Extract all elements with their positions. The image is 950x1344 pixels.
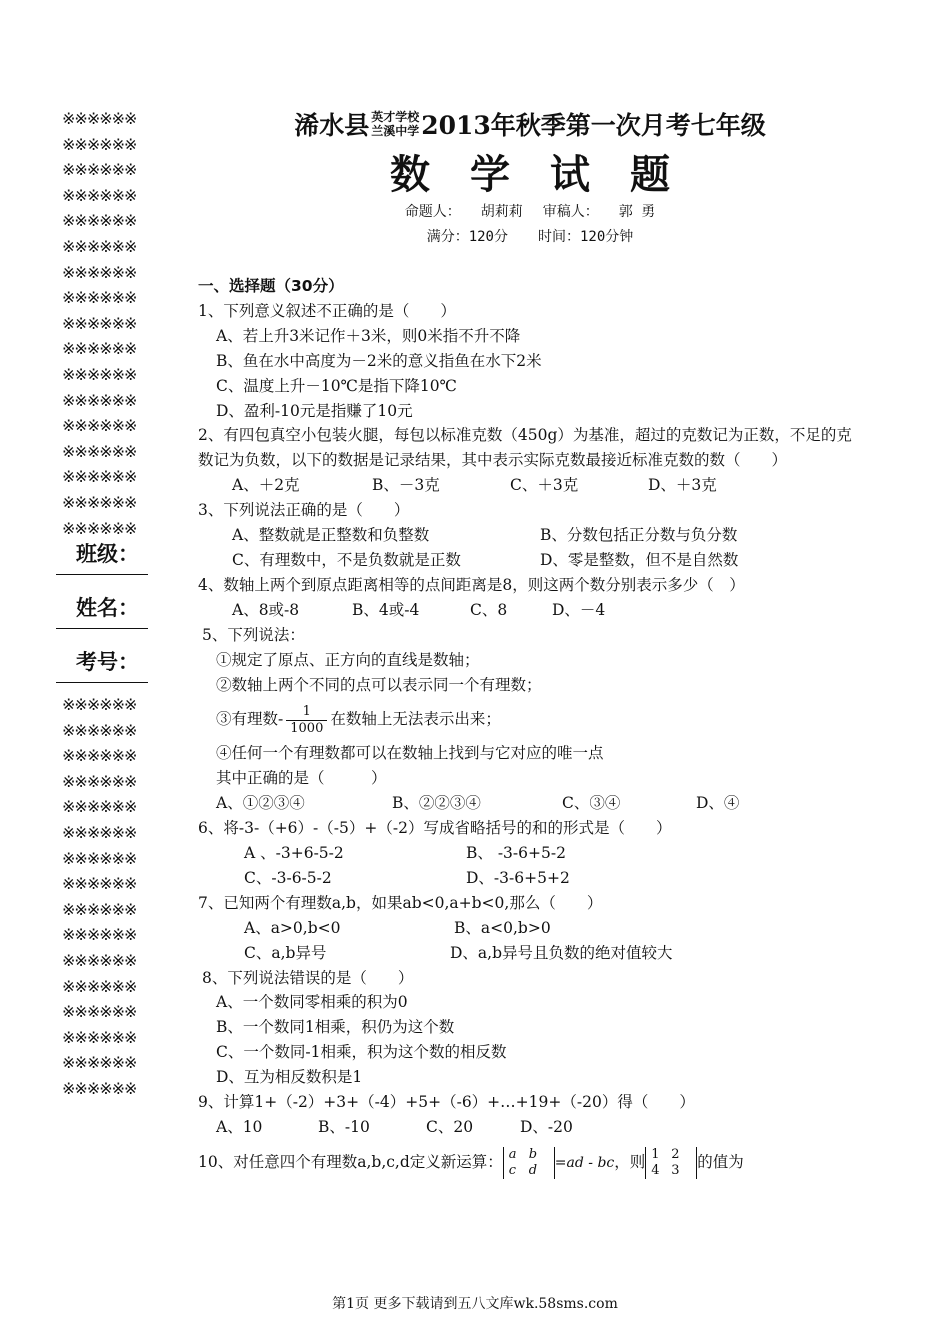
seal-mark-row: ※※※※※※ bbox=[62, 1078, 137, 1098]
school-names bbox=[371, 110, 419, 138]
det-d: d bbox=[528, 1162, 538, 1178]
seal-mark-row: ※※※※※※ bbox=[62, 1053, 137, 1073]
seal-mark-row: ※※※※※※ bbox=[62, 390, 137, 410]
q8-option-c: C、一个数同-1相乘，积为这个数的相反数 bbox=[216, 1043, 507, 1062]
q10-stem bbox=[198, 1140, 866, 1185]
q5-option-c: C、③④ bbox=[562, 794, 621, 813]
county-name: 浠水县 bbox=[294, 111, 370, 140]
q1-option-d: D、盈利-10元是指赚了10元 bbox=[216, 401, 413, 420]
q10-mid: ，则 bbox=[614, 1152, 646, 1171]
q6-options-cd bbox=[198, 866, 866, 891]
questions bbox=[198, 274, 866, 1185]
q5-option-a: A、①②③④ bbox=[216, 794, 305, 813]
seal-marks-top bbox=[62, 106, 136, 541]
q5-statement-3 bbox=[198, 697, 866, 741]
school-bottom: 兰溪中学 bbox=[371, 123, 420, 138]
id-label: 考号： bbox=[76, 650, 139, 674]
det-n2: 2 bbox=[671, 1146, 680, 1162]
q9-option-a: A、10 bbox=[216, 1118, 263, 1136]
q10-definition: =ad - bc bbox=[554, 1154, 615, 1171]
q9-option-c: C、20 bbox=[426, 1118, 474, 1136]
seal-mark-row: ※※※※※※ bbox=[62, 797, 137, 817]
q7-options-cd bbox=[198, 941, 866, 966]
author-label: 命题人： bbox=[404, 204, 461, 220]
author-line bbox=[200, 200, 860, 225]
seal-mark-row: ※※※※※※ bbox=[62, 848, 137, 868]
q4-option-d: D、－4 bbox=[552, 600, 606, 619]
det-b: b bbox=[528, 1146, 538, 1162]
q1-option-c: C、温度上升－10℃是指下降10℃ bbox=[216, 376, 457, 395]
q2-option-a: A、＋2克 bbox=[232, 476, 300, 495]
q6-option-a: A 、-3+6-5-2 bbox=[244, 844, 344, 863]
seal-mark-row: ※※※※※※ bbox=[62, 925, 137, 945]
class-field[interactable] bbox=[62, 538, 172, 575]
q6-option-b: B、 -3-6+5-2 bbox=[466, 844, 566, 863]
seal-mark-row: ※※※※※※ bbox=[62, 416, 137, 436]
q3-option-a: A、整数就是正整数和负整数 bbox=[232, 526, 430, 545]
q5-s3-suffix: 在数轴上无法表示出来； bbox=[330, 710, 501, 729]
q7-option-b: B、a<0,b>0 bbox=[454, 918, 551, 937]
exam-header bbox=[200, 104, 860, 250]
q8-option-d: D、互为相反数积是1 bbox=[216, 1068, 363, 1087]
q4-option-c: C、8 bbox=[470, 600, 508, 619]
q6-option-c: C、-3-6-5-2 bbox=[244, 868, 332, 887]
name-field[interactable] bbox=[62, 592, 172, 629]
q5-option-b: B、②②③④ bbox=[392, 794, 481, 813]
q5-s3-prefix: ③有理数- bbox=[216, 710, 284, 729]
q2-options bbox=[198, 473, 866, 498]
q2-option-b: B、－3克 bbox=[372, 476, 440, 495]
q9-options bbox=[198, 1115, 866, 1140]
seal-mark-row: ※※※※※※ bbox=[62, 1027, 137, 1047]
q6-option-d: D、-3-6+5+2 bbox=[466, 868, 570, 887]
seal-mark-row: ※※※※※※ bbox=[62, 109, 137, 128]
seal-mark-row: ※※※※※※ bbox=[62, 441, 137, 461]
q7-option-c: C、a,b异号 bbox=[244, 943, 327, 962]
q8-stem: 8、下列说法错误的是（ ） bbox=[202, 968, 414, 987]
q4-option-a: A、8或-8 bbox=[232, 600, 300, 619]
q5-statement-1: ①规定了原点、正方向的直线是数轴； bbox=[216, 650, 480, 669]
seal-mark-row: ※※※※※※ bbox=[62, 236, 137, 256]
seal-mark-row: ※※※※※※ bbox=[62, 134, 137, 154]
det-n4: 3 bbox=[671, 1162, 680, 1178]
seal-mark-row: ※※※※※※ bbox=[62, 950, 137, 970]
seal-mark-row: ※※※※※※ bbox=[62, 874, 137, 894]
fraction-numerator: 1 bbox=[286, 704, 327, 721]
reviewer-label: 审稿人： bbox=[542, 204, 599, 220]
seal-mark-row: ※※※※※※ bbox=[62, 467, 137, 487]
seal-mark-row: ※※※※※※ bbox=[62, 364, 137, 384]
q5-statement-2: ②数轴上两个不同的点可以表示同一个有理数； bbox=[216, 675, 542, 694]
class-label: 班级： bbox=[76, 542, 139, 566]
q1-option-a: A、若上升3米记作＋3米，则0米指不升不降 bbox=[216, 326, 521, 345]
q9-option-b: B、-10 bbox=[318, 1118, 370, 1136]
q7-options-ab bbox=[198, 916, 866, 941]
id-field[interactable] bbox=[62, 646, 172, 683]
seal-mark-row: ※※※※※※ bbox=[62, 771, 137, 791]
det-a: a bbox=[508, 1146, 517, 1162]
score-time-line bbox=[200, 225, 860, 250]
seal-mark-row: ※※※※※※ bbox=[62, 1002, 137, 1022]
seal-mark-row: ※※※※※※ bbox=[62, 313, 137, 333]
q8-option-a: A、一个数同零相乘的积为0 bbox=[216, 993, 408, 1012]
seal-mark-row: ※※※※※※ bbox=[62, 185, 137, 205]
q4-options bbox=[198, 598, 866, 623]
seal-mark-row: ※※※※※※ bbox=[62, 339, 137, 359]
q1-stem: 1、下列意义叙述不正确的是（ ） bbox=[198, 301, 456, 320]
q5-ask: 其中正确的是（ ） bbox=[216, 769, 387, 788]
q2-option-c: C、＋3克 bbox=[510, 476, 579, 495]
q3-options-cd bbox=[198, 548, 866, 573]
q9-stem: 9、计算1+（-2）+3+（-4）+5+（-6）+…+19+（-20）得（ ） bbox=[198, 1093, 695, 1112]
q1-option-b: B、鱼在水中高度为－2米的意义指鱼在水下2米 bbox=[216, 351, 542, 370]
q2-option-d: D、＋3克 bbox=[648, 476, 717, 495]
q3-option-d: D、零是整数，但不是自然数 bbox=[540, 550, 739, 569]
q3-options-ab bbox=[198, 523, 866, 548]
q4-option-b: B、4或-4 bbox=[352, 600, 420, 619]
q7-option-d: D、a,b异号且负数的绝对值较大 bbox=[450, 943, 673, 962]
determinant-abcd bbox=[503, 1147, 555, 1179]
q5-stem: 5、下列说法： bbox=[202, 625, 305, 644]
seal-mark-row: ※※※※※※ bbox=[62, 695, 137, 714]
school-top: 英才学校 bbox=[371, 109, 420, 124]
q5-statement-4: ④任何一个有理数都可以在数轴上找到与它对应的唯一点 bbox=[216, 744, 604, 763]
seal-mark-row: ※※※※※※ bbox=[62, 899, 137, 919]
q3-stem: 3、下列说法正确的是（ ） bbox=[198, 501, 410, 520]
q10-prefix: 10、对任意四个有理数a,b,c,d定义新运算： bbox=[198, 1152, 503, 1171]
determinant-numbers bbox=[645, 1147, 697, 1179]
title-rest: 2013年秋季第一次月考七年级 bbox=[421, 111, 766, 140]
subject-title: 数学试题 bbox=[390, 151, 710, 198]
q3-option-c: C、有理数中，不是负数就是正数 bbox=[232, 550, 461, 569]
full-score: 满分：120分 bbox=[426, 229, 508, 245]
det-c: c bbox=[508, 1162, 517, 1178]
seal-mark-row: ※※※※※※ bbox=[62, 262, 137, 282]
id-blank-line bbox=[56, 682, 148, 683]
fraction-1-over-1000 bbox=[286, 704, 327, 737]
seal-mark-row: ※※※※※※ bbox=[62, 518, 137, 538]
reviewer-name: 郭 勇 bbox=[618, 204, 656, 220]
q3-option-b: B、分数包括正分数与负分数 bbox=[540, 526, 738, 545]
q8-option-b: B、一个数同1相乘，积仍为这个数 bbox=[216, 1018, 455, 1037]
seal-mark-row: ※※※※※※ bbox=[62, 492, 137, 512]
seal-marks-bottom bbox=[62, 692, 136, 1102]
q2-stem: 2、有四包真空小包装火腿，每包以标准克数（450g）为基准，超过的克数记为正数，不足的克数记为负数，以下的数据是记录结果，其中表示实际克数最接近标准克数的数（ ） bbox=[198, 426, 852, 470]
exam-title bbox=[200, 104, 860, 148]
seal-mark-row: ※※※※※※ bbox=[62, 211, 137, 231]
fraction-denominator: 1000 bbox=[290, 720, 324, 736]
q7-option-a: A、a>0,b<0 bbox=[244, 918, 341, 937]
q7-stem: 7、已知两个有理数a,b，如果ab<0,a+b<0,那么（ ） bbox=[198, 893, 603, 912]
q10-suffix: 的值为 bbox=[697, 1152, 744, 1171]
q5-option-d: D、④ bbox=[696, 794, 740, 813]
q6-options-ab bbox=[198, 841, 866, 866]
exam-time: 时间：120分钟 bbox=[538, 229, 634, 245]
seal-mark-row: ※※※※※※ bbox=[62, 288, 137, 308]
section-title: 一、选择题（30分） bbox=[198, 277, 344, 295]
class-blank-line bbox=[56, 574, 148, 575]
q5-options bbox=[198, 791, 866, 816]
name-blank-line bbox=[56, 628, 148, 629]
seal-mark-row: ※※※※※※ bbox=[62, 822, 137, 842]
author-name: 胡莉莉 bbox=[480, 204, 523, 220]
q4-stem: 4、数轴上两个到原点距离相等的点间距离是8，则这两个数分别表示多少（ ） bbox=[198, 575, 745, 594]
det-n1: 1 bbox=[651, 1146, 660, 1162]
page-footer: 第1页 更多下载请到五八文库wk.58sms.com bbox=[332, 1296, 618, 1312]
q6-stem: 6、将-3-（+6）-（-5）+（-2）写成省略括号的和的形式是（ ） bbox=[198, 819, 672, 838]
q9-option-d: D、-20 bbox=[520, 1118, 573, 1136]
seal-mark-row: ※※※※※※ bbox=[62, 746, 137, 766]
name-label: 姓名： bbox=[76, 596, 139, 620]
seal-mark-row: ※※※※※※ bbox=[62, 160, 137, 180]
seal-mark-row: ※※※※※※ bbox=[62, 720, 137, 740]
seal-mark-row: ※※※※※※ bbox=[62, 976, 137, 996]
det-n3: 4 bbox=[651, 1162, 660, 1178]
